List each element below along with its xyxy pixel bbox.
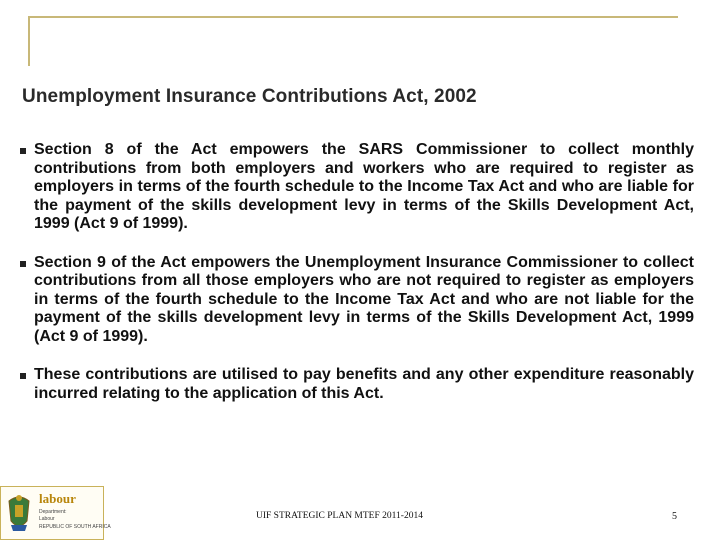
bullet-item [20,254,694,347]
bullet-square-icon [20,261,26,267]
coat-of-arms-icon [5,491,33,535]
slide-title: Unemployment Insurance Contributions Act, 2002 [22,86,477,107]
bullet-item [20,366,694,403]
logo-labour-line: Labour [39,516,55,522]
frame-top-rule [28,16,678,18]
footer-text: UIF STRATEGIC PLAN MTEF 2011-2014 [256,511,423,521]
department-of-labour-logo [0,486,111,540]
bullet-square-icon [20,148,26,154]
frame-left-rule [28,16,30,66]
bullet-square-icon [20,373,26,379]
page-number: 5 [672,511,677,522]
bullet-text: Section 8 of the Act empowers the SARS Commissioner to collect monthly contributions from both employers and workers who are required to register as employers in terms of the fourth schedule to the Income Tax Act and who are liable for the payment of the skills development levy in terms of the Skills Development Act, 1999 (Act 9 of 1999). [34,141,694,232]
bullet-text: Section 9 of the Act empowers the Unemployment Insurance Commissioner to collect contributions from all those employers who are not required to register as employers in terms of the fourth schedule to the Income Tax Act and who are not liable for the payment of the skills development levy in terms of the Skills Development Act, 1999 (Act 9 of 1999). [34,253,694,345]
logo-republic-line: REPUBLIC OF SOUTH AFRICA [39,524,111,530]
logo-wordmark: labour [39,491,76,506]
bullet-text: These contributions are utilised to pay benefits and any other expenditure reasonably incurred relating to the application of this Act. [34,366,694,402]
bullet-list [20,141,694,423]
logo-dept-line: Department: [39,509,67,515]
bullet-item [20,141,694,234]
